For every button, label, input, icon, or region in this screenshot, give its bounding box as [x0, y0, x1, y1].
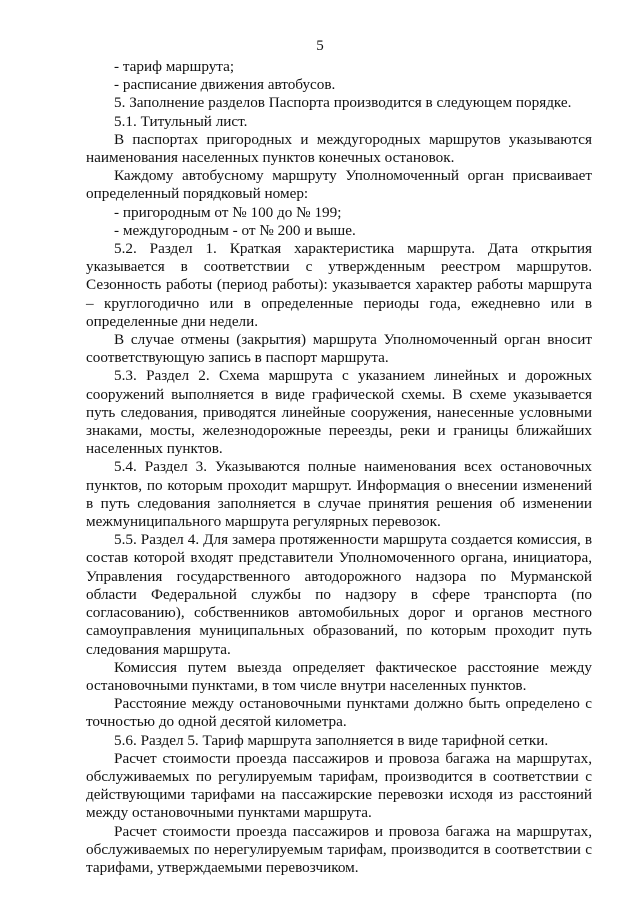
paragraph: 5. Заполнение разделов Паспорта производится в следующем порядке.: [114, 94, 572, 112]
paragraph: Комиссия путем выезда определяет фактическое расстояние между остановочными пунктами, в том числе внутри населенных пунктов.: [86, 658, 592, 694]
paragraph: Расстояние между остановочными пунктами должно быть определено с точностью до одной десятой километра.: [86, 695, 592, 731]
paragraph: В случае отмены (закрытия) маршрута Уполномоченный орган вносит соответствующую запись в паспорт маршрута.: [86, 331, 592, 367]
paragraph: В паспортах пригородных и междугородных маршрутов указываются наименования населенных пунктов конечных остановок.: [86, 130, 592, 167]
paragraph: Расчет стоимости проезда пассажиров и провоза багажа на маршрутах, обслуживаемых по регулируемым тарифам, производится в соответствии с действующими тарифами на пассажирские перевозки исходя из расстояний между остановочными пунктами маршрута.: [86, 749, 592, 822]
paragraph: 5.6. Раздел 5. Тариф маршрута заполняется в виде тарифной сетки.: [114, 731, 549, 749]
paragraph: Расчет стоимости проезда пассажиров и провоза багажа на маршрутах, обслуживаемых по нерегулируемым тарифам, производится в соответствии с тарифами, утверждаемыми перевозчиком.: [86, 822, 592, 876]
paragraph: Каждому автобусному маршруту Уполномоченный орган присваивает определенный порядковый номер:: [86, 167, 592, 203]
paragraph: 5.1. Титульный лист.: [114, 112, 248, 130]
page-number: 5: [316, 38, 324, 54]
document-body: [86, 58, 592, 877]
list-item: - междугородным - от № 200 и выше.: [114, 221, 356, 239]
paragraph: 5.3. Раздел 2. Схема маршрута с указанием линейных и дорожных сооружений выполняется в виде графической схемы. В схеме указывается путь следования, приводятся линейные сооружения, нанесенные условными знаками, мосты, железнодорожные переезды, реки и границы ближайших населенных пунктов.: [86, 367, 592, 458]
list-item: - пригородным от № 100 до № 199;: [114, 203, 342, 221]
paragraph: 5.2. Раздел 1. Краткая характеристика маршрута. Дата открытия указывается в соответствии с утвержденным реестром маршрутов. Сезонность работы (период работы): указывается характер работы маршрута – круглогодично или в определенные периоды года, ежедневно или в определенные дни недели.: [86, 240, 592, 330]
paragraph: 5.4. Раздел 3. Указываются полные наименования всех остановочных пунктов, по которым проходит маршрут. Информация о внесении изменений в путь следования заполняется в случае принятия решения об изменении межмуниципального маршрута регулярных перевозок.: [86, 458, 592, 531]
paragraph: 5.5. Раздел 4. Для замера протяженности маршрута создается комиссия, в состав которой входят представители Уполномоченного органа, инициатора, Управления государственного автодорожного надзора по Мурманской области Федеральной службы по надзору в сфере транспорта (по согласованию), собственников автомобильных дорог и органов местного самоуправления муниципальных образований, по которым проходит путь следования маршрута.: [86, 531, 592, 658]
list-item: - расписание движения автобусов.: [114, 76, 336, 94]
list-item: - тариф маршрута;: [114, 58, 235, 75]
